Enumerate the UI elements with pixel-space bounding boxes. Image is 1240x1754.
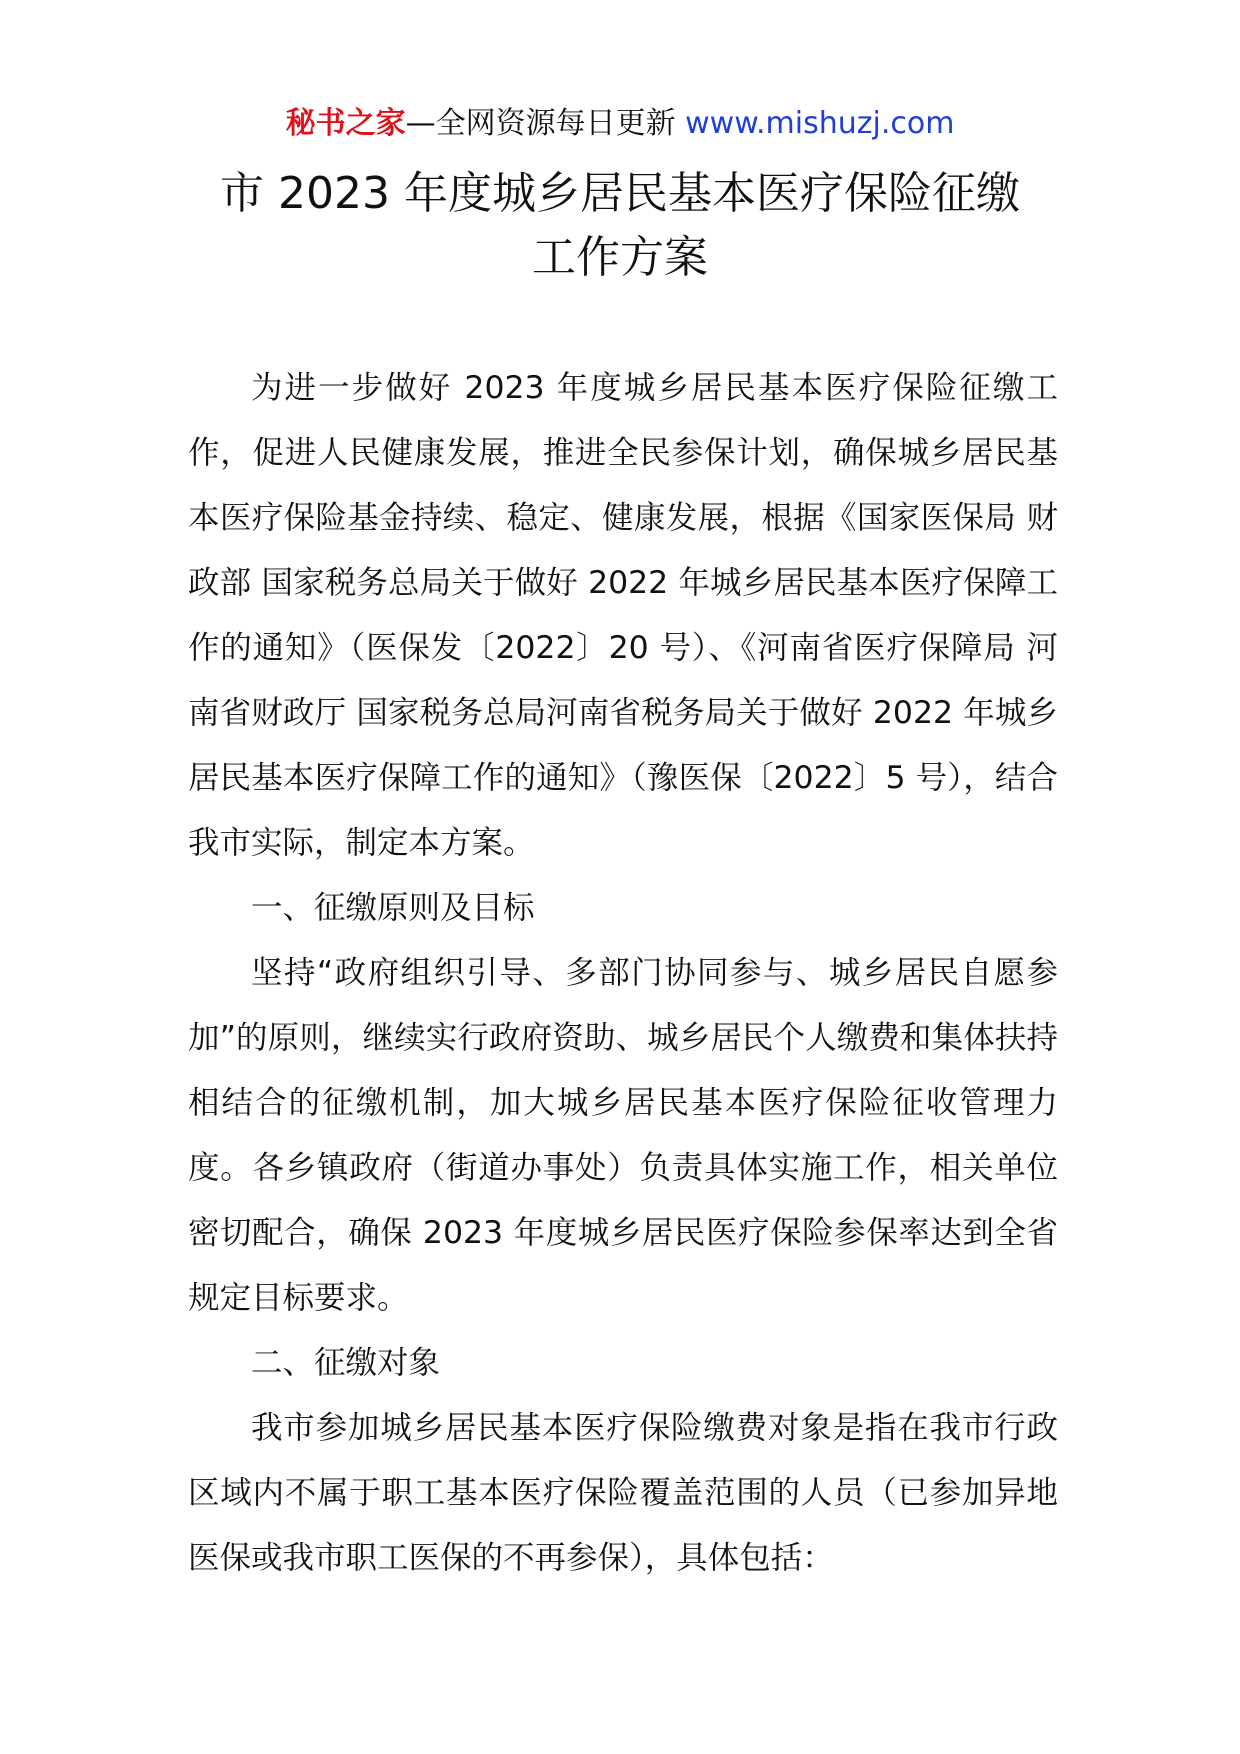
watermark-url: www.mishuzj.com: [685, 106, 955, 141]
section-paragraph-1: 坚持“政府组织引导、多部门协同参与、城乡居民自愿参加”的原则，继续实行政府资助、城乡居民个人缴费和集体扶持相结合的征缴机制，加大城乡居民基本医疗保险征收管理力度。各乡镇政府（街道办事处）负责具体实施工作，相关单位密切配合，确保 2023 年度城乡居民医疗保险参保率达到全省规定目标要求。: [188, 955, 1058, 1316]
watermark-banner: [0, 104, 1240, 144]
section-heading-2: 二、征缴对象: [251, 1345, 441, 1381]
watermark-brand: 秘书之家: [285, 106, 406, 141]
document-body: [188, 356, 1058, 1591]
title-line-2: 工作方案: [532, 232, 708, 283]
watermark-tagline: —全网资源每日更新: [405, 106, 676, 141]
title-line-1: 市 2023 年度城乡居民基本医疗保险征缴: [220, 168, 1020, 219]
intro-paragraph: 为进一步做好 2023 年度城乡居民基本医疗保险征缴工作，促进人民健康发展，推进全民参保计划，确保城乡居民基本医疗保险基金持续、稳定、健康发展，根据《国家医保局 财政部 国家税务总局关于做好 2022 年城乡居民基本医疗保障工作的通知》（医保发〔2022〕20 号）、《河南省医疗保障局 河南省财政厅 国家税务总局河南省税务局关于做好 2022 年城乡居民基本医疗保障工作的通知》（豫医保〔2022〕5 号），结合我市实际，制定本方案。: [188, 370, 1058, 861]
section-paragraph-2: 我市参加城乡居民基本医疗保险缴费对象是指在我市行政区域内不属于职工基本医疗保险覆盖范围的人员（已参加异地医保或我市职工医保的不再参保），具体包括：: [188, 1410, 1058, 1576]
section-heading-1: 一、征缴原则及目标: [251, 890, 535, 926]
document-title: [150, 162, 1090, 290]
